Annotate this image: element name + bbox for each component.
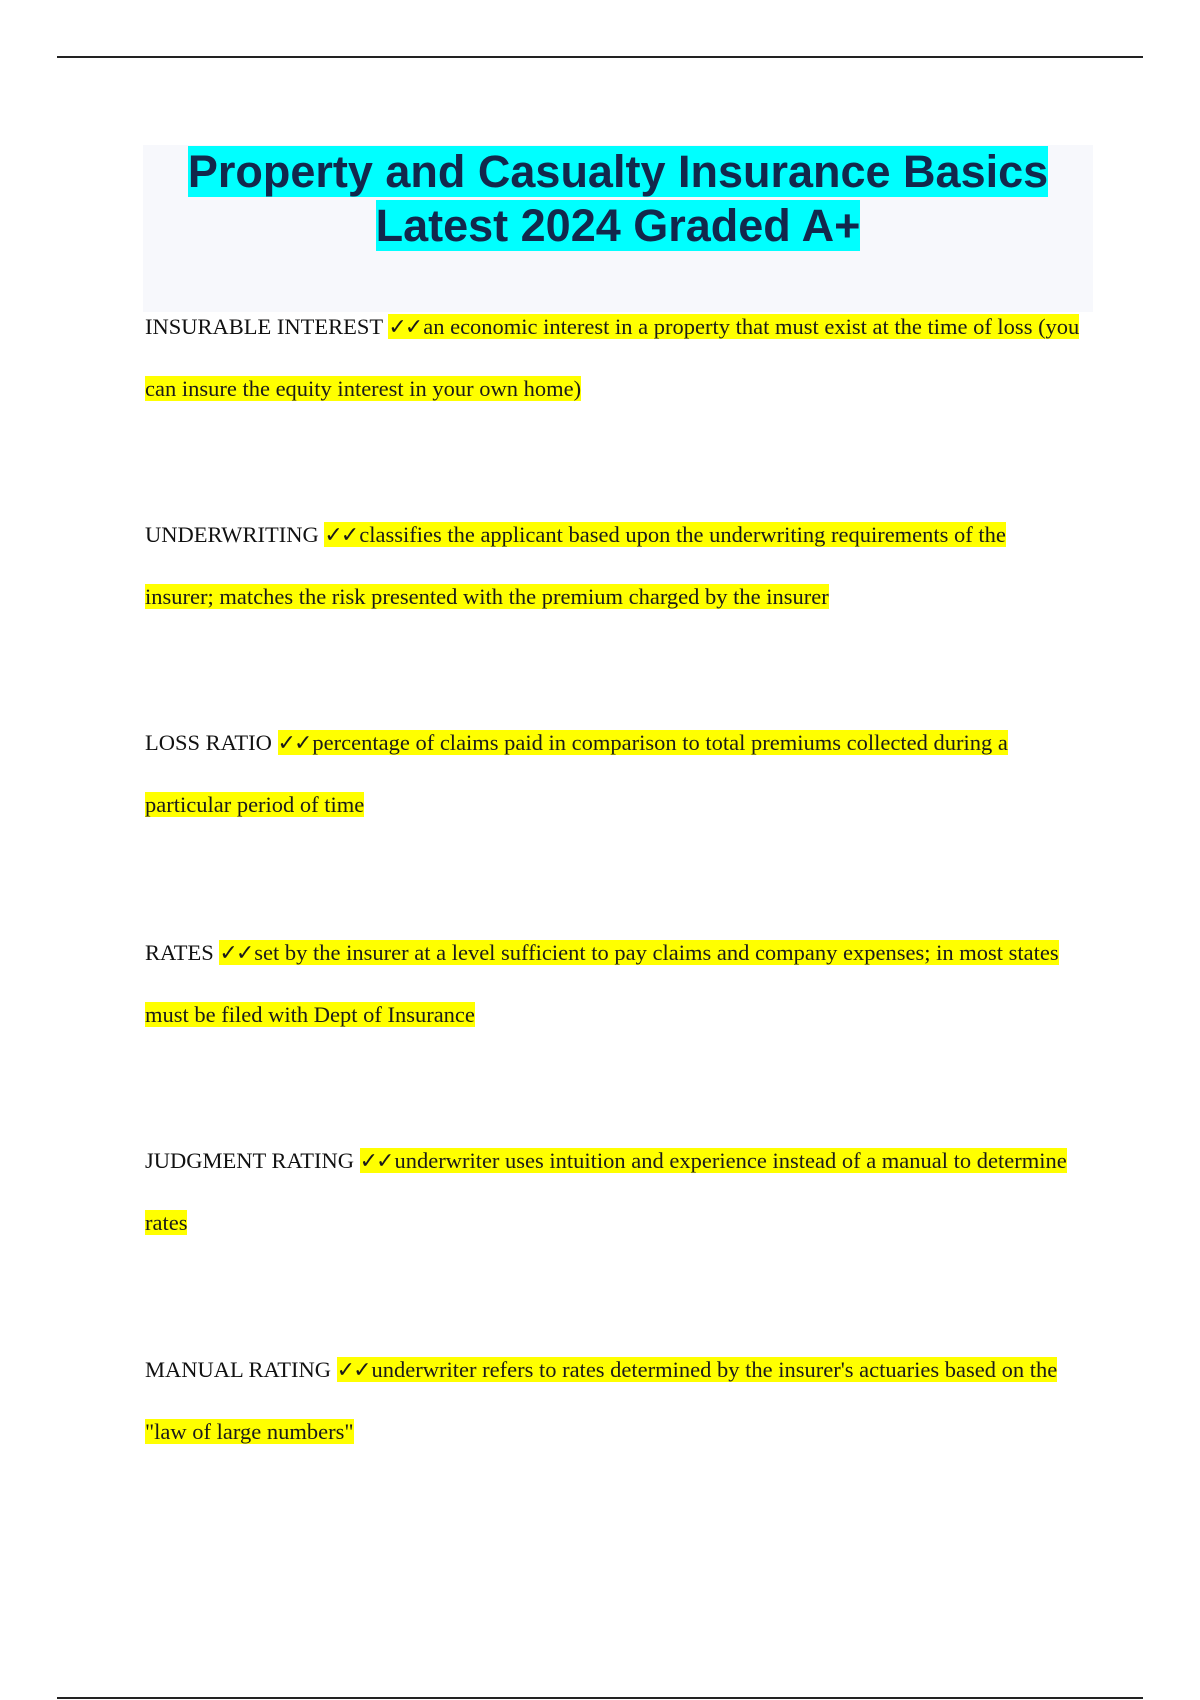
entry-definition (145, 940, 1059, 1027)
double-check-icon: ✓✓ (324, 523, 358, 548)
title-line-2: Latest 2024 Graded A+ (375, 200, 861, 251)
title-block (143, 145, 1093, 312)
double-check-icon: ✓✓ (336, 1358, 370, 1383)
entry-rates (145, 922, 1080, 1045)
entry-judgment-rating (145, 1130, 1080, 1253)
document-title (143, 145, 1093, 253)
entry-loss-ratio (145, 712, 1080, 835)
entry-term: JUDGMENT RATING (145, 1148, 354, 1173)
entry-definition-text: an economic interest in a property that must exist at the time of loss (you can insure the equity interest in your own home) (145, 314, 1080, 401)
top-divider (57, 56, 1143, 58)
entry-definition (145, 730, 1008, 817)
entry-definition-text: percentage of claims paid in comparison to total premiums collected during a particular period of time (145, 730, 1008, 817)
double-check-icon: ✓✓ (219, 941, 253, 966)
entry-term: RATES (145, 940, 214, 965)
entry-underwriting (145, 504, 1080, 627)
bottom-divider (57, 1697, 1143, 1699)
entry-definition-text: underwriter refers to rates determined by the insurer's actuaries based on the "law of large numbers" (145, 1357, 1058, 1444)
entry-term: LOSS RATIO (145, 730, 272, 755)
entry-term: UNDERWRITING (145, 522, 319, 547)
double-check-icon: ✓✓ (388, 315, 422, 340)
entry-term: MANUAL RATING (145, 1357, 332, 1382)
entry-definition-text: classifies the applicant based upon the underwriting requirements of the insurer; matches the risk presented with the premium charged by the insurer (145, 522, 1006, 609)
double-check-icon: ✓✓ (359, 1149, 393, 1174)
entry-insurable-interest (145, 296, 1080, 419)
entry-manual-rating (145, 1339, 1080, 1462)
entry-definition-text: underwriter uses intuition and experience instead of a manual to determine rates (145, 1148, 1067, 1235)
title-line-1: Property and Casualty Insurance Basics (187, 146, 1049, 197)
double-check-icon: ✓✓ (277, 731, 311, 756)
entry-definition-text: set by the insurer at a level sufficient to pay claims and company expenses; in most states must be filed with Dept of Insurance (145, 940, 1059, 1027)
entry-term: INSURABLE INTEREST (145, 314, 383, 339)
